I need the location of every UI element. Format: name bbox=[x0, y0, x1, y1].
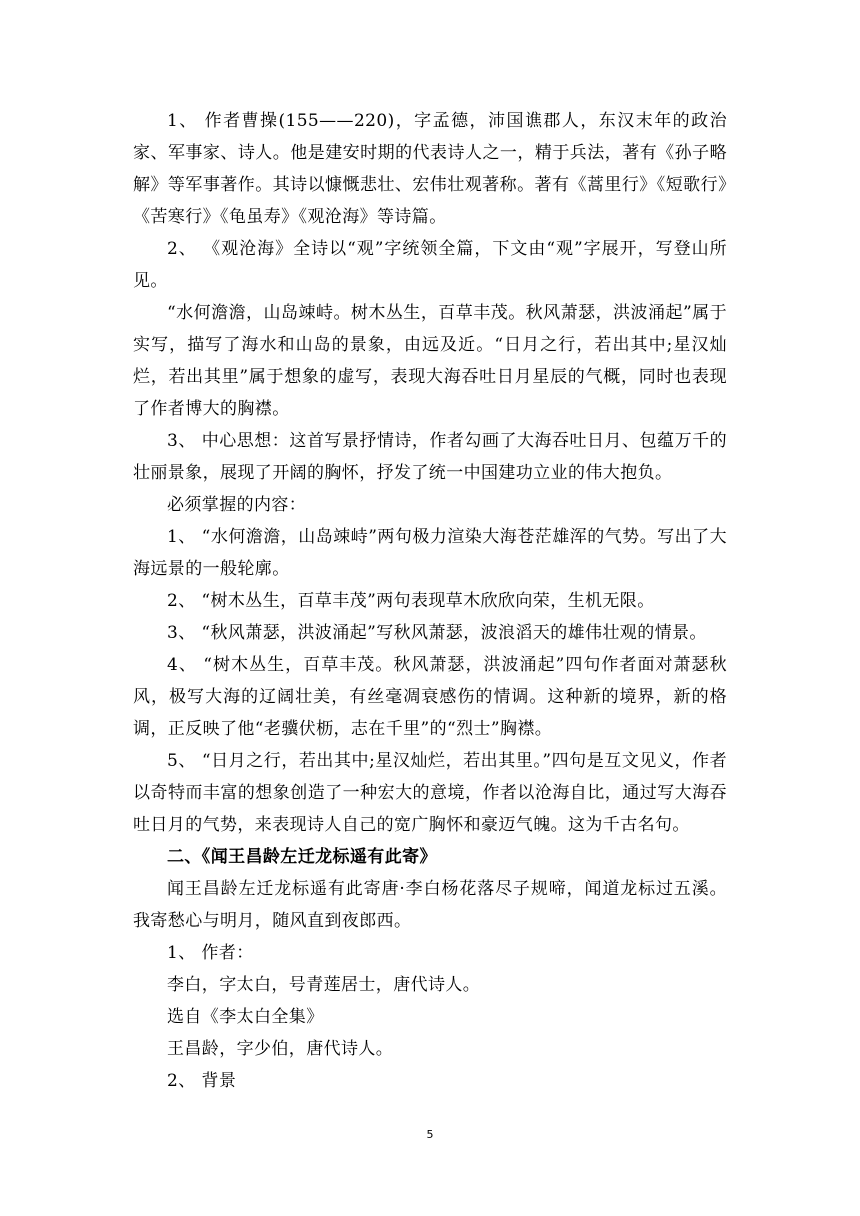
paragraph-must-master-heading: 必须掌握的内容： bbox=[167, 495, 307, 515]
list-item-point-3: 3、 “秋风萧瑟，洪波涌起”写秋风萧瑟，波浪滔天的雄伟壮观的情景。 bbox=[167, 623, 707, 643]
paragraph-author-cao-cao: 1、 作者曹操(155——220)，字孟德，沛国谯郡人，东汉末年的政治家、军事家、诗人。他是建安时期的代表诗人之一，精于兵法，著有《孙子略解》等军事著作。其诗以慷慨悲壮、宏伟壮观著称。著有《蒿里行》《短歌行》《苦寒行》《龟虽寿》《观沧海》等诗篇。 bbox=[133, 111, 727, 227]
paragraph-background-label: 2、 背景 bbox=[167, 1071, 237, 1091]
paragraph-wang-changling: 王昌龄，字少伯，唐代诗人。 bbox=[167, 1039, 394, 1059]
paragraph-central-idea: 3、 中心思想：这首写景抒情诗，作者勾画了大海吞吐日月、包蕴万千的壮丽景象，展现了开阔的胸怀，抒发了统一中国建功立业的伟大抱负。 bbox=[133, 431, 727, 483]
paragraph-real-and-imagined: “水何澹澹，山岛竦峙。树木丛生，百草丰茂。秋风萧瑟，洪波涌起”属于实写，描写了海水和山岛的景象，由远及近。“日月之行，若出其中;星汉灿烂，若出其里”属于想象的虚写，表现大海吞吐日月星辰的气概，同时也表现了作者博大的胸襟。 bbox=[133, 303, 727, 419]
page-number: 5 bbox=[426, 1128, 434, 1141]
paragraph-source: 选自《李太白全集》 bbox=[167, 1007, 324, 1027]
page-content bbox=[133, 105, 727, 1097]
list-item-point-5: 5、 “日月之行，若出其中;星汉灿烂，若出其里。”四句是互文见义，作者以奇特而丰富的想象创造了一种宏大的意境，作者以沧海自比，通过写大海吞吐日月的气势，来表现诗人自己的宽广胸怀和豪迈气魄。这为千古名句。 bbox=[133, 751, 727, 835]
list-item-point-1: 1、 “水何澹澹，山岛竦峙”两句极力渲染大海苍茫雄浑的气势。写出了大海远景的一般轮廓。 bbox=[133, 527, 727, 579]
section-heading-wen-wangchangling: 二、《闻王昌龄左迁龙标遥有此寄》 bbox=[167, 847, 437, 867]
list-item-point-4: 4、 “树木丛生，百草丰茂。秋风萧瑟，洪波涌起”四句作者面对萧瑟秋风，极写大海的辽阔壮美，有丝毫凋衰感伤的情调。这种新的境界，新的格调，正反映了他“老骥伏枥，志在千里”的“烈士”胸襟。 bbox=[133, 655, 727, 739]
paragraph-guan-canghai-structure: 2、 《观沧海》全诗以“观”字统领全篇，下文由“观”字展开，写登山所见。 bbox=[133, 239, 727, 291]
list-item-point-2: 2、 “树木丛生，百草丰茂”两句表现草木欣欣向荣，生机无限。 bbox=[167, 591, 655, 611]
paragraph-li-bai: 李白，字太白，号青莲居士，唐代诗人。 bbox=[167, 975, 481, 995]
paragraph-author-label: 1、 作者： bbox=[167, 943, 254, 963]
paragraph-poem-text: 闻王昌龄左迁龙标遥有此寄唐·李白杨花落尽子规啼，闻道龙标过五溪。我寄愁心与明月，随风直到夜郎西。 bbox=[133, 879, 727, 931]
